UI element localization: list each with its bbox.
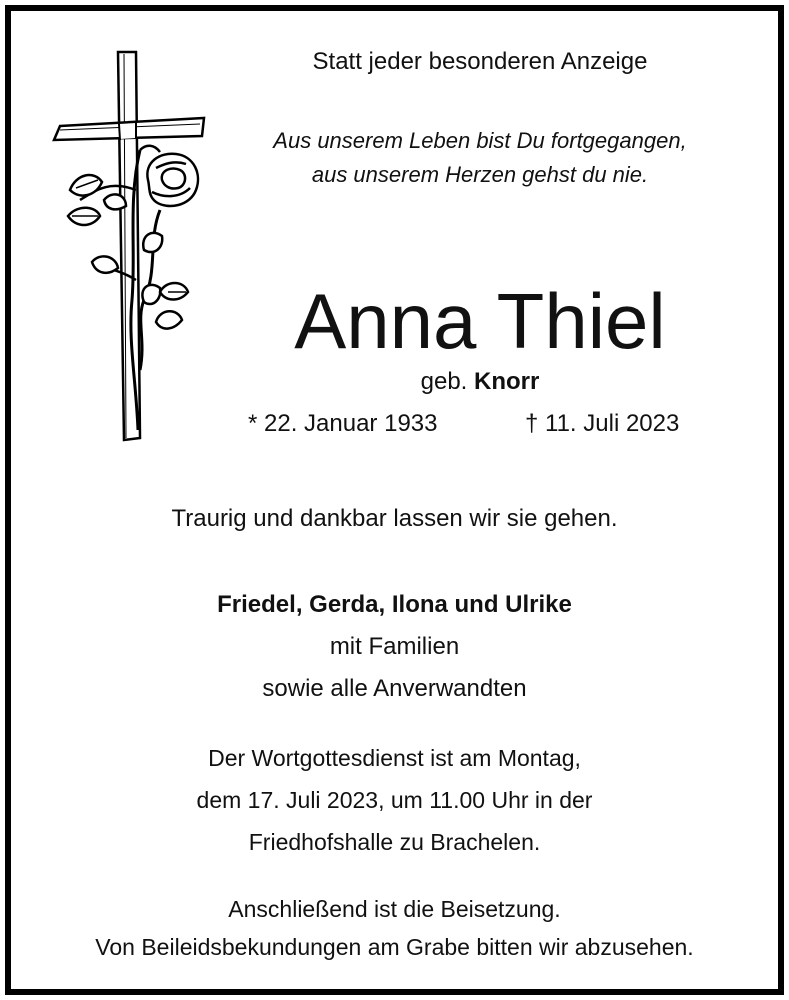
service-line-3: Friedhofshalle zu Brachelen. [248, 829, 541, 855]
motto [210, 124, 750, 192]
service-info [0, 737, 789, 863]
family-block [0, 584, 789, 710]
service-line-1: Der Wortgottesdienst ist am Montag, [208, 745, 581, 771]
family-line-3: sowie alle Anverwandten [262, 675, 527, 702]
service-line-2: dem 17. Juli 2023, um 11.00 Uhr in der [196, 787, 593, 813]
cross-with-rose-icon [40, 40, 210, 450]
family-line-2: mit Familien [329, 633, 460, 660]
deceased-name: Anna Thiel [294, 277, 666, 365]
header-notice: Statt jeder besonderen Anzeige [312, 48, 648, 75]
motto-line-1: Aus unserem Leben bist Du fortgegangen, [273, 128, 687, 153]
death-date: † 11. Juli 2023 [525, 410, 680, 437]
maiden-name: Knorr [474, 368, 540, 395]
mourning-line: Traurig und dankbar lassen wir sie gehen. [171, 505, 618, 532]
maiden-name-line [330, 368, 630, 396]
closing-line-2: Von Beileidsbekundungen am Grabe bitten wir abzusehen. [95, 934, 694, 960]
closing-line-1: Anschließend ist die Beisetzung. [228, 896, 561, 922]
birth-date: * 22. Januar 1933 [248, 410, 438, 437]
motto-line-2: aus unserem Herzen gehst du nie. [311, 162, 649, 187]
closing-notice [0, 890, 789, 966]
family-names: Friedel, Gerda, Ilona und Ulrike [217, 591, 572, 618]
maiden-prefix: geb. [420, 368, 468, 395]
